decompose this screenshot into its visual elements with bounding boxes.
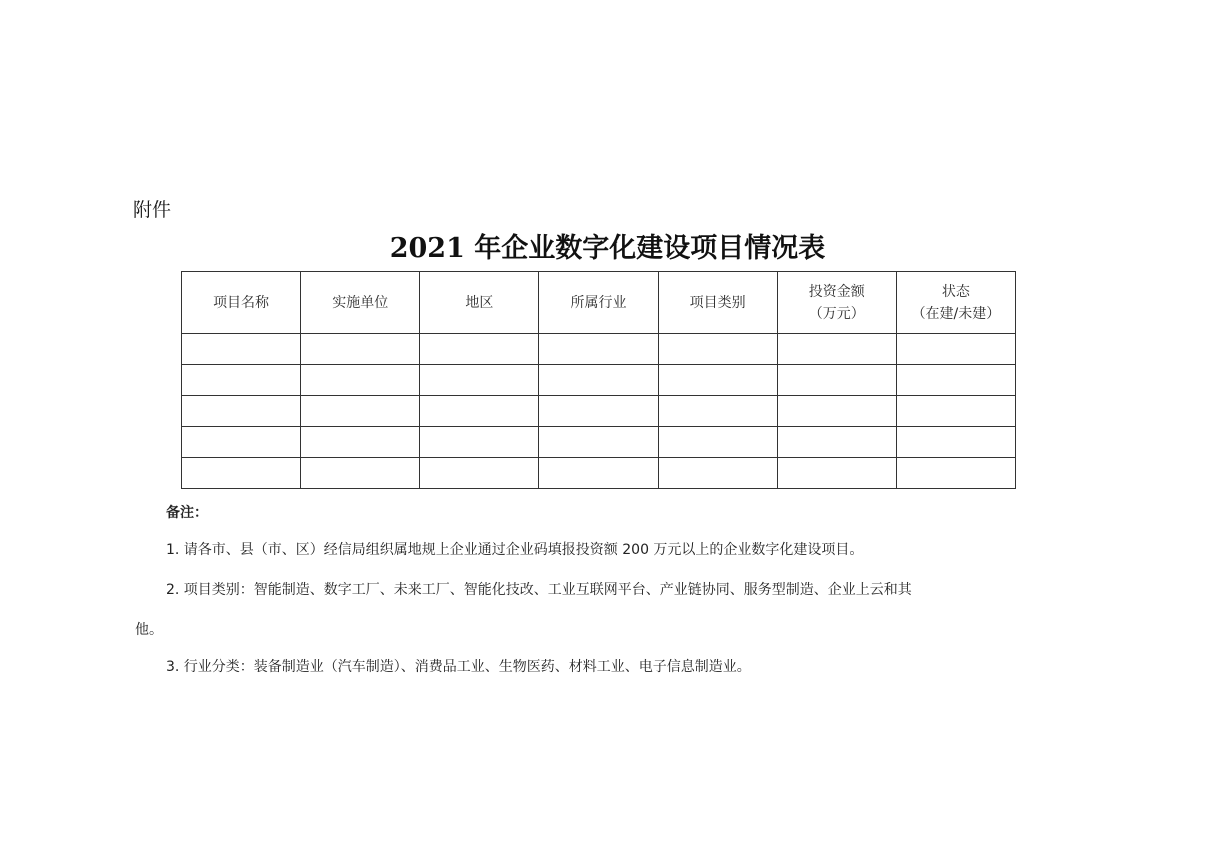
table-cell	[658, 365, 777, 396]
table-row	[182, 334, 1016, 365]
table-cell	[182, 396, 301, 427]
note-item: 2. 项目类别：智能制造、数字工厂、未来工厂、智能化技改、工业互联网平台、产业链协同、服务型制造、企业上云和其	[166, 582, 912, 598]
header-project-category	[658, 272, 777, 334]
table-cell	[301, 427, 420, 458]
header-investment-amount	[777, 272, 896, 334]
table-cell	[182, 427, 301, 458]
note-item: 1. 请各市、县（市、区）经信局组织属地规上企业通过企业码填报投资额 200 万元以上的企业数字化建设项目。	[166, 542, 864, 558]
attachment-label: 附件	[133, 199, 172, 221]
table-cell	[777, 365, 896, 396]
table-row	[182, 427, 1016, 458]
table-cell	[777, 458, 896, 489]
table-cell	[182, 334, 301, 365]
header-status-options: （在建/未建）	[911, 305, 1001, 322]
header-label: 所属行业	[570, 294, 627, 311]
table-cell	[301, 365, 420, 396]
project-table	[181, 271, 1016, 489]
header-label: 地区	[465, 294, 494, 311]
table-cell	[539, 365, 658, 396]
table-cell	[539, 427, 658, 458]
table-cell	[658, 334, 777, 365]
header-status	[896, 272, 1015, 334]
header-label: 状态	[941, 283, 970, 300]
header-label: 实施单位	[332, 294, 389, 311]
table-cell	[420, 427, 539, 458]
header-label: 项目名称	[213, 294, 270, 311]
header-region	[420, 272, 539, 334]
table-cell	[658, 458, 777, 489]
table-cell	[896, 427, 1015, 458]
table-header-row	[182, 272, 1016, 334]
header-project-name	[182, 272, 301, 334]
table-cell	[658, 396, 777, 427]
table-cell	[301, 334, 420, 365]
header-unit: （万元）	[808, 305, 865, 322]
header-industry	[539, 272, 658, 334]
table-cell	[420, 334, 539, 365]
table-cell	[539, 396, 658, 427]
table-cell	[539, 458, 658, 489]
table-cell	[539, 334, 658, 365]
header-label: 投资金额	[808, 283, 865, 300]
table-cell	[896, 334, 1015, 365]
table-cell	[777, 334, 896, 365]
notes-heading: 备注：	[166, 505, 208, 521]
table-cell	[182, 458, 301, 489]
table-cell	[301, 458, 420, 489]
table-cell	[301, 396, 420, 427]
table-cell	[182, 365, 301, 396]
table-cell	[658, 427, 777, 458]
table-row	[182, 458, 1016, 489]
table-cell	[777, 427, 896, 458]
table-cell	[420, 458, 539, 489]
table-cell	[896, 365, 1015, 396]
note-item: 3. 行业分类：装备制造业（汽车制造）、消费品工业、生物医药、材料工业、电子信息制造业。	[166, 659, 751, 675]
table-row	[182, 396, 1016, 427]
table-cell	[896, 396, 1015, 427]
header-label: 项目类别	[689, 294, 746, 311]
header-implementing-unit	[301, 272, 420, 334]
table-cell	[420, 365, 539, 396]
document-title: 2021 年企业数字化建设项目情况表	[389, 233, 826, 264]
table-cell	[896, 458, 1015, 489]
table-row	[182, 365, 1016, 396]
note-item-continuation: 他。	[135, 622, 163, 638]
table-cell	[777, 396, 896, 427]
table-cell	[420, 396, 539, 427]
